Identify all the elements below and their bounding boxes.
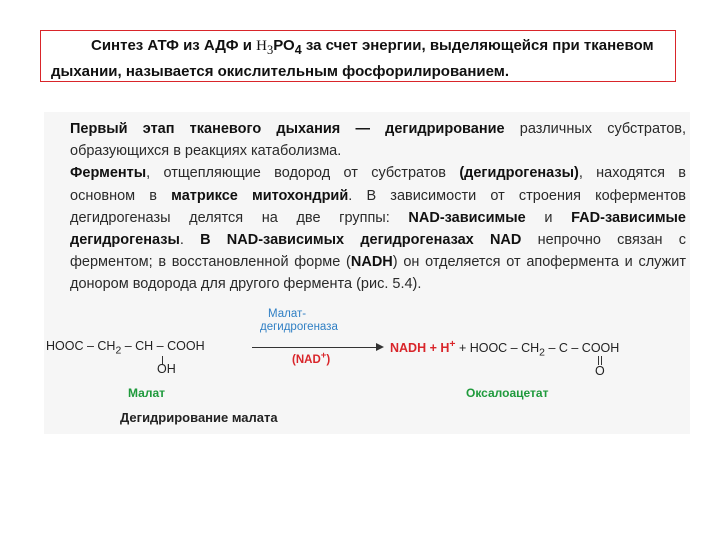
definition-box (40, 30, 676, 82)
definition-text-2: за счет энергии, выделяющейся при тканевом (301, 37, 654, 54)
definition-line-1 (51, 35, 667, 61)
product-nadh: NADH + H (390, 341, 450, 356)
enzyme-label-1: Малат- (268, 308, 307, 320)
term-enzymes: Ферменты (70, 165, 147, 182)
textbook-text (44, 118, 686, 296)
definition-text: Синтез АТФ из АДФ и (91, 37, 257, 54)
term-nad-dehydrogenases: В NAD-зависимых дегидрогеназах NAD (200, 232, 522, 249)
p2-text-7: ) он отделяется от апофермента и служит донором водорода для другого фермента (рис. 5.4). (70, 254, 687, 293)
oxaloacetate-formula-2: – C – COOH (544, 341, 620, 356)
paragraph-first-stage (44, 118, 686, 162)
label-malate: Малат (128, 386, 165, 400)
reaction-arrow-line (252, 347, 378, 348)
products (390, 339, 619, 359)
malate-formula (46, 339, 205, 357)
term-matrix: матриксе митохондрий (171, 187, 349, 204)
term-nad-dependent: NAD-зависимые (408, 209, 526, 226)
malate-formula-sub: 2 (115, 345, 122, 357)
enzyme-label-2: дегидрогеназа (260, 321, 338, 333)
term-nadh: NADH (350, 254, 393, 271)
term-dehydrogenases: (дегидрогеназы) (459, 165, 579, 182)
reaction-arrow-head (376, 343, 384, 351)
p2-text-1: , отщепляющие водород от субстратов (146, 165, 460, 182)
p2-text-2: , находятся в основном в (70, 165, 686, 204)
cofactor-text: (NAD (292, 353, 321, 366)
formula-h: Н (256, 38, 267, 54)
malate-formula-part1: HOOC – CH (46, 339, 116, 353)
formula-po-sub: 4 (294, 43, 302, 57)
figure-caption: Дегидрирование малата (120, 410, 278, 425)
carbonyl-oxygen: O (595, 364, 605, 378)
paragraph-enzymes (44, 162, 686, 295)
cofactor-close: ) (326, 353, 331, 366)
cofactor-nad (292, 350, 330, 366)
label-oxaloacetate: Оксалоацетат (466, 386, 549, 400)
p2-text-6: непрочно связан с ферментом; в восстановленной форме ( (70, 232, 686, 271)
oxaloacetate-sub: 2 (539, 347, 545, 359)
formula-h-sub: 3 (267, 43, 274, 57)
definition-line-2: дыхании, называется окислительным фосфорилированием. (51, 63, 510, 80)
paragraph1-rest: различных субстратов, образующихся в реакциях катаболизма. (70, 121, 686, 160)
p2-text-5: . (179, 232, 201, 249)
cofactor-sup: + (320, 350, 327, 361)
term-fad-dependent: FAD-зависимые дегидрогеназы (70, 209, 686, 249)
p2-text-3: . В зависимости от строения коферментов дегидрогеназы делятся на две группы: (70, 187, 687, 226)
paragraph1-lead: Первый этап тканевого дыхания — дегидрирование (70, 121, 505, 137)
product-nadh-sup: + (449, 339, 456, 350)
oxaloacetate-formula-1: + HOOC – CH (455, 341, 540, 356)
p2-text-4: и (525, 209, 572, 226)
malate-formula-part2: – CH – COOH (121, 339, 205, 353)
malate-oh: OH (157, 362, 176, 376)
formula-po: РО (273, 37, 295, 54)
